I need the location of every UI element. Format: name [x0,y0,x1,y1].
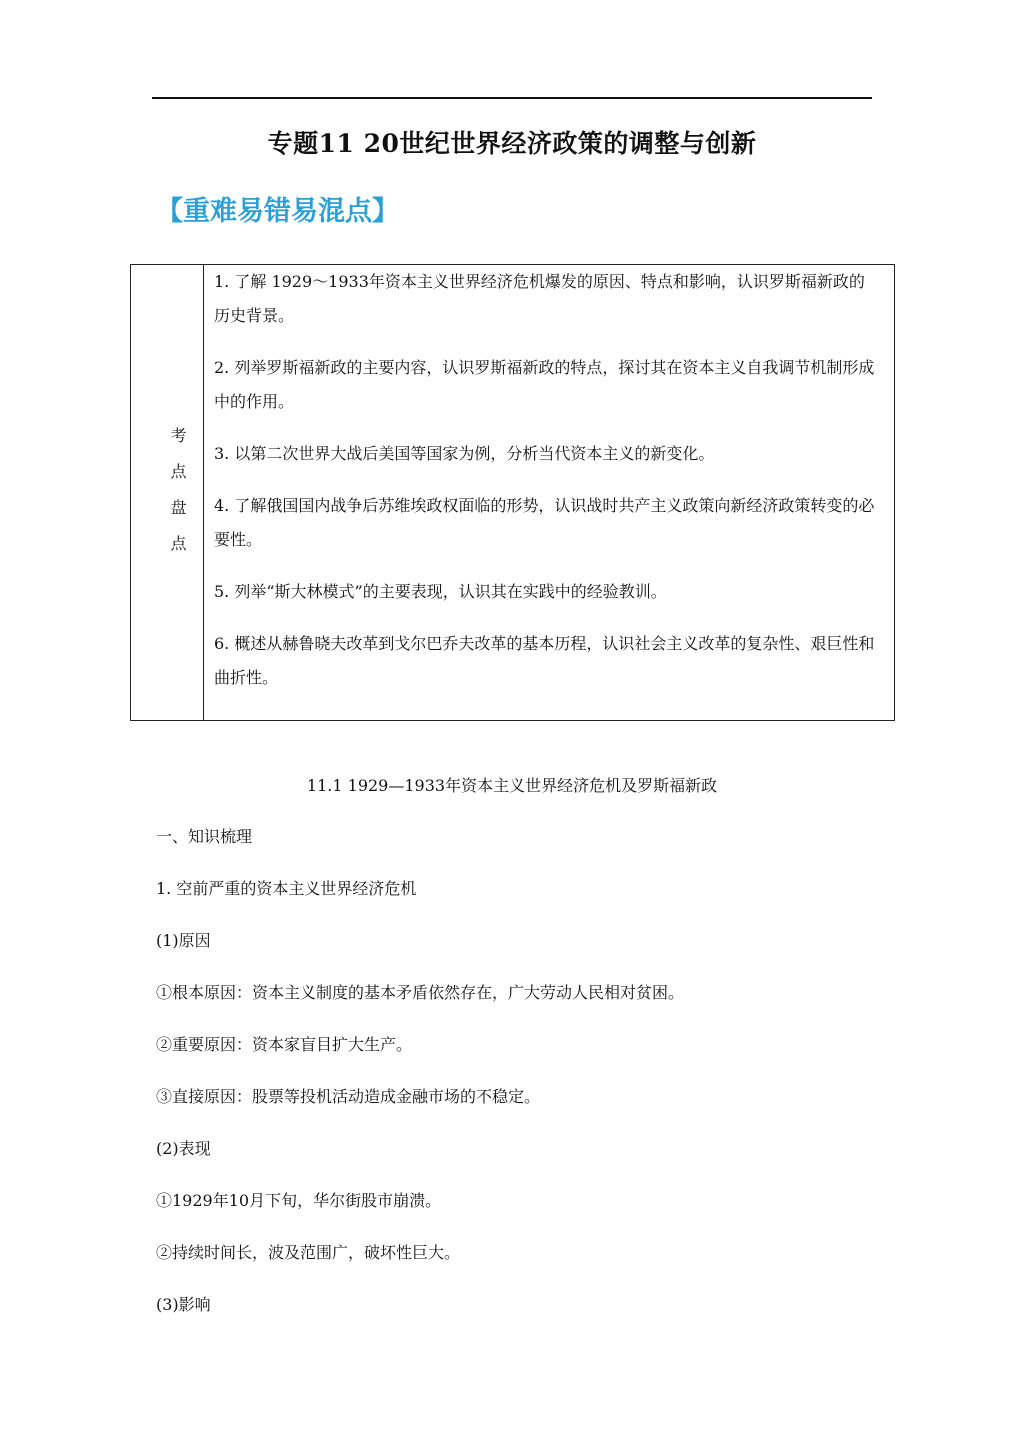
header-rule [152,97,872,99]
paragraph-line: ②重要原因：资本家盲目扩大生产。 [156,1035,413,1054]
subsection-title: 11.1 1929—1933年资本主义世界经济危机及罗斯福新政 [306,776,718,795]
paragraph-line: ②持续时间长，波及范围广，破坏性巨大。 [156,1243,461,1262]
paragraph-line: ①1929年10月下旬，华尔街股市崩溃。 [156,1191,442,1210]
kaodian-label-cell [131,265,204,720]
paragraph-line: ③直接原因：股票等投机活动造成金融市场的不稳定。 [156,1087,541,1106]
body-text [156,822,876,1342]
kaodian-label: 考点盘点 [168,427,187,571]
knowledge-heading: 一、知识梳理 [156,827,253,846]
kaodian-items [204,265,894,720]
topic-heading: 1. 空前严重的资本主义世界经济危机 [156,879,417,898]
kaodian-item: 5. 列举“斯大林模式”的主要表现，认识其在实践中的经验教训。 [214,582,667,601]
subtopic-heading: (3)影响 [156,1295,211,1314]
subtopic-heading: (2)表现 [156,1139,211,1158]
document-title: 专题11 20世纪世界经济政策的调整与创新 [267,129,757,158]
paragraph-line: ①根本原因：资本主义制度的基本矛盾依然存在，广大劳动人民相对贫困。 [156,983,685,1002]
kaodian-item: 3. 以第二次世界大战后美国等国家为例，分析当代资本主义的新变化。 [214,444,715,463]
kaodian-item: 6. 概述从赫鲁晓夫改革到戈尔巴乔夫改革的基本历程，认识社会主义改革的复杂性、艰巨性和曲折性。 [214,634,875,687]
kaodian-item: 4. 了解俄国国内战争后苏维埃政权面临的形势，认识战时共产主义政策向新经济政策转变的必要性。 [214,496,875,549]
kaodian-item: 1. 了解 1929～1933年资本主义世界经济危机爆发的原因、特点和影响，认识罗斯福新政的历史背景。 [214,272,865,325]
kaodian-table [130,264,895,721]
subtopic-heading: (1)原因 [156,931,211,950]
section-heading: 【重难易错易混点】 [156,196,399,227]
kaodian-item: 2. 列举罗斯福新政的主要内容，认识罗斯福新政的特点，探讨其在资本主义自我调节机制形成中的作用。 [214,358,875,411]
